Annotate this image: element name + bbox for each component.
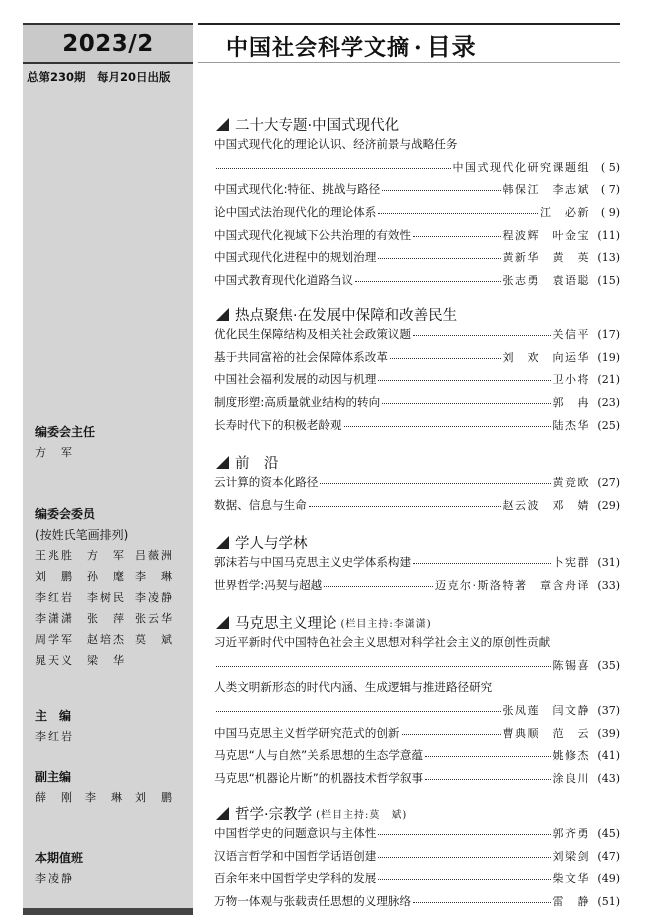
dot-leader bbox=[425, 779, 550, 780]
section-heading bbox=[214, 304, 620, 324]
section-heading bbox=[214, 114, 620, 134]
dot-leader bbox=[320, 483, 550, 484]
member-name: 梁 华 bbox=[87, 654, 126, 667]
entry-page: (23) bbox=[597, 396, 620, 410]
member-name: 李潇潇 bbox=[35, 612, 74, 625]
dot-leader bbox=[344, 426, 551, 427]
entry-title: 汉语言哲学和中国哲学话语创建 bbox=[214, 848, 377, 863]
toc-entry[interactable] bbox=[214, 417, 620, 440]
entry-title: 中国社会福利发展的动因与机理 bbox=[214, 372, 377, 387]
toc-title: 目录 bbox=[426, 33, 477, 61]
entry-title: 马克思“人与自然”关系思想的生态学意蕴 bbox=[214, 748, 424, 763]
masthead bbox=[226, 27, 477, 62]
header-bottom-rule bbox=[198, 62, 620, 63]
header-top-rule bbox=[198, 23, 620, 25]
dot-leader bbox=[378, 879, 550, 880]
section-heading bbox=[214, 452, 620, 472]
issue-box bbox=[23, 23, 193, 64]
dot-leader bbox=[378, 258, 500, 259]
toc-entry[interactable] bbox=[214, 848, 620, 871]
toc-entry[interactable] bbox=[214, 394, 620, 417]
deputy-section bbox=[35, 768, 185, 805]
entry-author: 韩保江 李志斌 bbox=[502, 183, 590, 197]
chief-section bbox=[35, 423, 95, 460]
triangle-icon bbox=[216, 118, 229, 131]
entry-title: 马克思“机器论片断”的机器技术哲学叙事 bbox=[214, 771, 424, 786]
entry-author: 陆杰华 bbox=[552, 418, 590, 432]
section-heading bbox=[214, 612, 620, 632]
toc-entry[interactable] bbox=[214, 204, 620, 227]
entry-author: 卫小将 bbox=[552, 373, 590, 387]
dot-leader bbox=[378, 380, 550, 381]
entry-author: 张志勇 袁语聪 bbox=[502, 274, 590, 288]
deputy-title: 副主编 bbox=[35, 770, 72, 784]
toc-entry[interactable] bbox=[214, 474, 620, 497]
entry-author: 郭齐勇 bbox=[552, 827, 590, 840]
entry-title: 云计算的资本化路径 bbox=[214, 475, 319, 489]
member-name: 李树民 bbox=[87, 591, 126, 604]
members-section bbox=[35, 505, 187, 668]
dot-leader bbox=[216, 666, 551, 667]
dot-leader bbox=[216, 168, 451, 169]
deputy-name: 李 琳 bbox=[85, 791, 124, 804]
members-title: 编委会委员 bbox=[35, 507, 96, 521]
entry-author: 赵云波 邓 婧 bbox=[502, 498, 590, 512]
toc-entry[interactable] bbox=[214, 770, 620, 793]
entry-title: 百余年来中国哲学史学科的发展 bbox=[214, 871, 377, 886]
entry-author: 黄新华 黄 英 bbox=[502, 251, 590, 265]
toc-entry[interactable] bbox=[214, 249, 620, 272]
editor-name: 李红岩 bbox=[35, 730, 74, 743]
deputy-name: 薛 刚 bbox=[35, 791, 74, 804]
dot-leader bbox=[413, 236, 500, 237]
editor-section bbox=[35, 707, 74, 744]
toc-entry[interactable] bbox=[214, 349, 620, 372]
toc-entry[interactable] bbox=[214, 497, 620, 520]
entry-author: 黄竞欧 bbox=[552, 476, 590, 489]
issue-total: 总第230期 每月20日出版 bbox=[27, 70, 171, 84]
toc-section bbox=[214, 532, 620, 599]
member-name: 赵培杰 bbox=[87, 633, 126, 646]
toc-entry[interactable] bbox=[214, 554, 620, 577]
section-title: 二十大专题·中国式现代化 bbox=[235, 117, 400, 134]
section-title: 马克思主义理论 bbox=[235, 615, 337, 632]
entry-title: 论中国式法治现代化的理论体系 bbox=[214, 205, 377, 220]
toc-entry[interactable] bbox=[214, 181, 620, 204]
toc-section bbox=[214, 612, 620, 793]
section-title: 哲学·宗教学 bbox=[235, 806, 313, 823]
toc-entry[interactable] bbox=[214, 725, 620, 748]
entry-title: 中国式现代化的理论认识、经济前景与战略任务 bbox=[214, 137, 458, 151]
member-name: 吕薇洲 bbox=[135, 549, 174, 562]
entry-page: (39) bbox=[597, 726, 620, 740]
members-note: (按姓氏笔画排列) bbox=[35, 528, 129, 542]
entry-author: 陈锡喜 bbox=[552, 658, 590, 672]
deputy-names bbox=[35, 789, 185, 805]
entry-page: (11) bbox=[597, 228, 620, 242]
dot-leader bbox=[413, 563, 550, 564]
entry-page: (25) bbox=[597, 418, 620, 432]
member-name: 孙 麾 bbox=[87, 570, 126, 583]
journal-title: 中国社会科学文摘 bbox=[226, 35, 411, 61]
sidebar-bottom-bar bbox=[23, 908, 193, 915]
entry-author: 姚修杰 bbox=[552, 749, 590, 763]
member-name: 刘 鹏 bbox=[35, 570, 74, 583]
triangle-icon bbox=[216, 308, 229, 321]
toc-section bbox=[214, 452, 620, 519]
dot-leader bbox=[324, 586, 433, 587]
entry-page: ( 9) bbox=[600, 206, 620, 220]
dot-leader bbox=[402, 734, 501, 735]
entry-author: 程波辉 叶金宝 bbox=[502, 228, 590, 242]
member-name: 方 军 bbox=[87, 549, 126, 562]
entry-title: 基于共同富裕的社会保障体系改革 bbox=[214, 349, 388, 364]
sidebar bbox=[23, 23, 193, 915]
entry-page: (31) bbox=[597, 556, 620, 569]
entry-title: 世界哲学:冯契与超越 bbox=[214, 577, 323, 592]
entry-author: 涂良川 bbox=[552, 772, 590, 786]
dot-leader bbox=[355, 281, 500, 282]
entry-page: (43) bbox=[597, 772, 620, 786]
entry-page: (13) bbox=[597, 251, 620, 265]
section-heading bbox=[214, 532, 620, 552]
member-name: 张云华 bbox=[135, 612, 174, 625]
dot-leader bbox=[378, 857, 550, 858]
entry-title: 郭沫若与中国马克思主义史学体系构建 bbox=[214, 555, 412, 569]
entry-author: 曹典顺 范 云 bbox=[502, 726, 590, 740]
entry-author: 张凤莲 闫文静 bbox=[502, 704, 590, 718]
toc-entry-title-line[interactable] bbox=[214, 634, 620, 657]
toc-entry[interactable] bbox=[214, 272, 620, 295]
section-title: 热点聚焦·在发展中保障和改善民生 bbox=[235, 307, 458, 324]
member-name: 晁天义 bbox=[35, 654, 74, 667]
triangle-icon bbox=[216, 456, 229, 469]
member-name: 李凌静 bbox=[135, 591, 174, 604]
masthead-dot: · bbox=[414, 35, 423, 61]
deputy-name: 刘 鹏 bbox=[135, 791, 174, 804]
toc-entry-author-line bbox=[214, 702, 620, 725]
toc-section bbox=[214, 803, 620, 916]
toc-entry[interactable] bbox=[214, 870, 620, 893]
toc-entry[interactable] bbox=[214, 371, 620, 394]
toc-entry-title-line[interactable] bbox=[214, 136, 620, 159]
dot-leader bbox=[413, 335, 550, 336]
member-name: 张 萍 bbox=[87, 612, 126, 625]
entry-title: 中国马克思主义哲学研究范式的创新 bbox=[214, 725, 400, 740]
duty-title: 本期值班 bbox=[35, 851, 84, 865]
section-note: (栏目主持:莫 斌) bbox=[316, 809, 408, 821]
toc-entry[interactable] bbox=[214, 747, 620, 770]
entry-page: (35) bbox=[597, 658, 620, 672]
entry-author: 雷 静 bbox=[552, 895, 590, 909]
dot-leader bbox=[425, 756, 550, 757]
dot-leader bbox=[382, 403, 550, 404]
entry-title: 习近平新时代中国特色社会主义思想对科学社会主义的原创性贡献 bbox=[214, 635, 551, 649]
entry-title: 人类文明新形态的时代内涵、生成逻辑与推进路径研究 bbox=[214, 680, 493, 695]
section-note: (栏目主持:李潇潇) bbox=[340, 618, 432, 630]
entry-title: 数据、信息与生命 bbox=[214, 497, 307, 512]
section-heading bbox=[214, 803, 620, 823]
toc-entry-author-line bbox=[214, 657, 620, 680]
toc-entry[interactable] bbox=[214, 577, 620, 600]
member-name: 王兆胜 bbox=[35, 549, 74, 562]
dot-leader bbox=[378, 834, 550, 835]
toc-entry[interactable] bbox=[214, 326, 620, 349]
entry-page: (27) bbox=[597, 476, 620, 489]
triangle-icon bbox=[216, 807, 229, 820]
entry-title: 中国式现代化:特征、挑战与路径 bbox=[214, 182, 381, 197]
entry-title: 长寿时代下的积极老龄观 bbox=[214, 417, 342, 432]
entry-title: 制度形塑:高质量就业结构的转向 bbox=[214, 395, 381, 410]
entry-page: (47) bbox=[597, 849, 620, 863]
toc-entry-author-line bbox=[214, 159, 620, 182]
chief-title: 编委会主任 bbox=[35, 425, 96, 439]
member-name: 李红岩 bbox=[35, 591, 74, 604]
entry-title: 优化民生保障结构及相关社会政策议题 bbox=[214, 327, 412, 341]
entry-page: (45) bbox=[597, 827, 620, 840]
entry-author: 江 必新 bbox=[540, 206, 590, 220]
dot-leader bbox=[216, 711, 501, 712]
member-name: 莫 斌 bbox=[135, 633, 174, 646]
issue-number: 2023/2 bbox=[62, 31, 154, 57]
entry-page: (21) bbox=[597, 373, 620, 387]
entry-title: 中国哲学史的问题意识与主体性 bbox=[214, 826, 377, 840]
entry-page: (41) bbox=[597, 749, 620, 763]
toc-entry[interactable] bbox=[214, 825, 620, 848]
entry-author: 迈克尔·斯洛特著 章含舟译 bbox=[435, 578, 590, 592]
dot-leader bbox=[309, 506, 501, 507]
triangle-icon bbox=[216, 536, 229, 549]
section-title: 前 沿 bbox=[235, 455, 279, 472]
editor-title: 主 编 bbox=[35, 709, 72, 723]
entry-title: 中国式现代化视域下公共治理的有效性 bbox=[214, 227, 412, 242]
entry-title: 万物一体观与张载责任思想的义理脉络 bbox=[214, 894, 412, 909]
entry-page: (37) bbox=[597, 704, 620, 718]
triangle-icon bbox=[216, 616, 229, 629]
member-name: 周学军 bbox=[35, 633, 74, 646]
toc-section bbox=[214, 114, 620, 295]
entry-author: 郭 冉 bbox=[552, 396, 590, 410]
entry-author: 中国式现代化研究课题组 bbox=[452, 160, 590, 174]
duty-name: 李凌静 bbox=[35, 872, 74, 885]
entry-author: 刘梁剑 bbox=[552, 849, 590, 863]
entry-page: (33) bbox=[597, 578, 620, 592]
entry-author: 卜宪群 bbox=[552, 556, 590, 569]
entry-page: ( 7) bbox=[600, 183, 620, 197]
member-name: 李 琳 bbox=[135, 570, 174, 583]
toc-entry[interactable] bbox=[214, 893, 620, 916]
entry-author: 关信平 bbox=[552, 328, 590, 341]
entry-author: 刘 欢 向运华 bbox=[502, 350, 590, 364]
entry-page: (19) bbox=[597, 350, 620, 364]
entry-page: (29) bbox=[597, 498, 620, 512]
entry-author: 柴文华 bbox=[552, 872, 590, 886]
entry-page: (49) bbox=[597, 872, 620, 886]
dot-leader bbox=[390, 358, 501, 359]
entry-page: (15) bbox=[597, 274, 620, 288]
chief-name: 方 军 bbox=[35, 446, 74, 459]
entry-title: 中国式教育现代化道路刍议 bbox=[214, 273, 354, 288]
duty-section bbox=[35, 849, 83, 886]
toc-section bbox=[214, 304, 620, 439]
dot-leader bbox=[413, 902, 550, 903]
dot-leader bbox=[378, 213, 538, 214]
dot-leader bbox=[382, 190, 500, 191]
entry-page: (17) bbox=[597, 328, 620, 341]
entry-page: (51) bbox=[597, 895, 620, 909]
section-title: 学人与学林 bbox=[235, 535, 308, 552]
entry-page: ( 5) bbox=[600, 160, 620, 174]
toc-entry-title-line[interactable] bbox=[214, 679, 620, 702]
toc-entry[interactable] bbox=[214, 227, 620, 250]
members-list bbox=[35, 547, 187, 668]
entry-title: 中国式现代化进程中的规划治理 bbox=[214, 250, 377, 265]
